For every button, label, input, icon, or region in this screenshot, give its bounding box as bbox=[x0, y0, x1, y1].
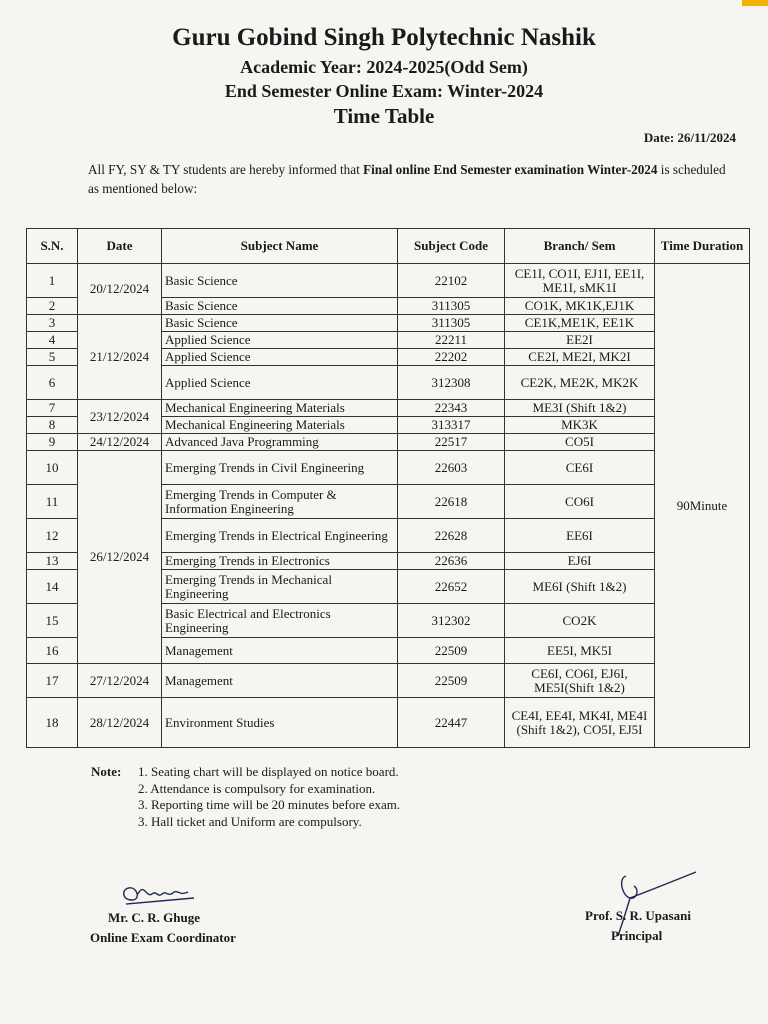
coordinator-signature-icon bbox=[118, 874, 200, 908]
cell-sn: 2 bbox=[27, 298, 78, 315]
cell-branch: CO2K bbox=[505, 604, 655, 638]
note-item: 3. Hall ticket and Uniform are compulsory. bbox=[138, 813, 362, 829]
cell-branch: EE2I bbox=[505, 332, 655, 349]
principal-name: Prof. S. R. Upasani bbox=[585, 908, 691, 923]
cell-subject: Mechanical Engineering Materials bbox=[162, 417, 398, 434]
cell-code: 22517 bbox=[398, 434, 505, 451]
cell-subject: Mechanical Engineering Materials bbox=[162, 400, 398, 417]
intro-text-2: is scheduled as mentioned below: bbox=[88, 162, 726, 196]
cell-subject: Emerging Trends in Civil Engineering bbox=[162, 451, 398, 485]
cell-branch: CO1K, MK1K,EJ1K bbox=[505, 298, 655, 315]
header-duration: Time Duration bbox=[655, 229, 750, 264]
cell-code: 311305 bbox=[398, 315, 505, 332]
cell-branch: EE6I bbox=[505, 519, 655, 553]
cell-sn: 10 bbox=[27, 451, 78, 485]
cell-subject: Basic Science bbox=[162, 298, 398, 315]
cell-date: 26/12/2024 bbox=[78, 451, 162, 664]
note-item: 2. Attendance is compulsory for examination. bbox=[138, 780, 376, 796]
table-row bbox=[27, 664, 750, 698]
cell-sn: 6 bbox=[27, 366, 78, 400]
cell-code: 22102 bbox=[398, 264, 505, 298]
timetable bbox=[26, 228, 750, 748]
cell-sn: 18 bbox=[27, 698, 78, 748]
cell-subject: Emerging Trends in Electronics bbox=[162, 553, 398, 570]
cell-branch: CE6I, CO6I, EJ6I, ME5I(Shift 1&2) bbox=[505, 664, 655, 698]
cell-branch: EJ6I bbox=[505, 553, 655, 570]
cell-branch: ME6I (Shift 1&2) bbox=[505, 570, 655, 604]
cell-code: 22628 bbox=[398, 519, 505, 553]
cell-code: 22509 bbox=[398, 664, 505, 698]
cell-subject: Applied Science bbox=[162, 349, 398, 366]
cell-branch: CE4I, EE4I, MK4I, ME4I (Shift 1&2), CO5I, EJ5I bbox=[505, 698, 655, 748]
cell-sn: 1 bbox=[27, 264, 78, 298]
notes-label: Note: bbox=[91, 764, 122, 779]
table-row bbox=[27, 451, 750, 485]
table-row bbox=[27, 434, 750, 451]
cell-branch: EE5I, MK5I bbox=[505, 638, 655, 664]
academic-year: Academic Year: 2024-2025(Odd Sem) bbox=[240, 57, 528, 77]
cell-code: 22509 bbox=[398, 638, 505, 664]
notes-section bbox=[91, 764, 400, 830]
table-row bbox=[27, 698, 750, 748]
cell-subject: Basic Science bbox=[162, 315, 398, 332]
table-header-row bbox=[27, 229, 750, 264]
cell-date: 28/12/2024 bbox=[78, 698, 162, 748]
cell-subject: Basic Electrical and Electronics Engineering bbox=[162, 604, 398, 638]
coordinator-name: Mr. C. R. Ghuge bbox=[108, 910, 200, 925]
cell-sn: 7 bbox=[27, 400, 78, 417]
cell-subject: Management bbox=[162, 638, 398, 664]
table-row bbox=[27, 264, 750, 298]
cell-sn: 16 bbox=[27, 638, 78, 664]
cell-sn: 11 bbox=[27, 485, 78, 519]
header-branch: Branch/ Sem bbox=[505, 229, 655, 264]
cell-code: 22202 bbox=[398, 349, 505, 366]
cell-sn: 17 bbox=[27, 664, 78, 698]
cell-date: 23/12/2024 bbox=[78, 400, 162, 434]
cell-branch: CE6I bbox=[505, 451, 655, 485]
table-row bbox=[27, 400, 750, 417]
cell-sn: 12 bbox=[27, 519, 78, 553]
cell-branch: CE1K,ME1K, EE1K bbox=[505, 315, 655, 332]
cell-branch: CE2K, ME2K, MK2K bbox=[505, 366, 655, 400]
note-item: 1. Seating chart will be displayed on notice board. bbox=[138, 764, 399, 779]
cell-sn: 3 bbox=[27, 315, 78, 332]
cell-sn: 5 bbox=[27, 349, 78, 366]
cell-subject: Applied Science bbox=[162, 332, 398, 349]
cell-sn: 14 bbox=[27, 570, 78, 604]
cell-branch: ME3I (Shift 1&2) bbox=[505, 400, 655, 417]
cell-code: 312302 bbox=[398, 604, 505, 638]
cell-sn: 15 bbox=[27, 604, 78, 638]
cell-date: 27/12/2024 bbox=[78, 664, 162, 698]
cell-branch: CO5I bbox=[505, 434, 655, 451]
cell-code: 22447 bbox=[398, 698, 505, 748]
intro-paragraph bbox=[88, 160, 738, 198]
coordinator-title: Online Exam Coordinator bbox=[90, 930, 236, 945]
cell-branch: CE2I, ME2I, MK2I bbox=[505, 349, 655, 366]
coordinator-signature-block bbox=[90, 908, 236, 948]
header-code: Subject Code bbox=[398, 229, 505, 264]
cell-code: 22211 bbox=[398, 332, 505, 349]
intro-text-bold: Final online End Semester examination Winter-2024 bbox=[363, 162, 658, 177]
cell-code: 22603 bbox=[398, 451, 505, 485]
cell-subject: Emerging Trends in Computer & Information Engineering bbox=[162, 485, 398, 519]
cell-branch: CE1I, CO1I, EJ1I, EE1I, ME1I, sMK1I bbox=[505, 264, 655, 298]
cell-code: 313317 bbox=[398, 417, 505, 434]
cell-subject: Management bbox=[162, 664, 398, 698]
cell-date: 24/12/2024 bbox=[78, 434, 162, 451]
header-sn: S.N. bbox=[27, 229, 78, 264]
cell-branch: MK3K bbox=[505, 417, 655, 434]
cell-subject: Applied Science bbox=[162, 366, 398, 400]
cell-code: 312308 bbox=[398, 366, 505, 400]
header-date: Date bbox=[78, 229, 162, 264]
exam-title: End Semester Online Exam: Winter-2024 bbox=[224, 81, 544, 101]
cell-sn: 8 bbox=[27, 417, 78, 434]
notice-date: Date: 26/11/2024 bbox=[643, 130, 736, 145]
cell-duration: 90Minute bbox=[655, 264, 750, 748]
cell-code: 22636 bbox=[398, 553, 505, 570]
principal-signature-block bbox=[585, 906, 691, 946]
cell-branch: CO6I bbox=[505, 485, 655, 519]
intro-text-1: All FY, SY & TY students are hereby informed that bbox=[88, 162, 364, 177]
cell-subject: Environment Studies bbox=[162, 698, 398, 748]
cell-sn: 4 bbox=[27, 332, 78, 349]
table-row bbox=[27, 315, 750, 332]
principal-title: Principal bbox=[611, 928, 663, 943]
note-item: 3. Reporting time will be 20 minutes before exam. bbox=[138, 797, 401, 812]
cell-sn: 9 bbox=[27, 434, 78, 451]
cell-subject: Advanced Java Programming bbox=[162, 434, 398, 451]
document-title: Time Table bbox=[333, 104, 435, 128]
cell-sn: 13 bbox=[27, 553, 78, 570]
cell-subject: Emerging Trends in Electrical Engineering bbox=[162, 519, 398, 553]
cell-code: 22618 bbox=[398, 485, 505, 519]
cell-code: 22343 bbox=[398, 400, 505, 417]
cell-code: 22652 bbox=[398, 570, 505, 604]
header-subject: Subject Name bbox=[162, 229, 398, 264]
cell-subject: Emerging Trends in Mechanical Engineering bbox=[162, 570, 398, 604]
top-edge-tab bbox=[742, 0, 768, 6]
institute-name: Guru Gobind Singh Polytechnic Nashik bbox=[172, 24, 596, 51]
cell-date: 20/12/2024 bbox=[78, 264, 162, 315]
cell-code: 311305 bbox=[398, 298, 505, 315]
cell-date: 21/12/2024 bbox=[78, 315, 162, 400]
cell-subject: Basic Science bbox=[162, 264, 398, 298]
